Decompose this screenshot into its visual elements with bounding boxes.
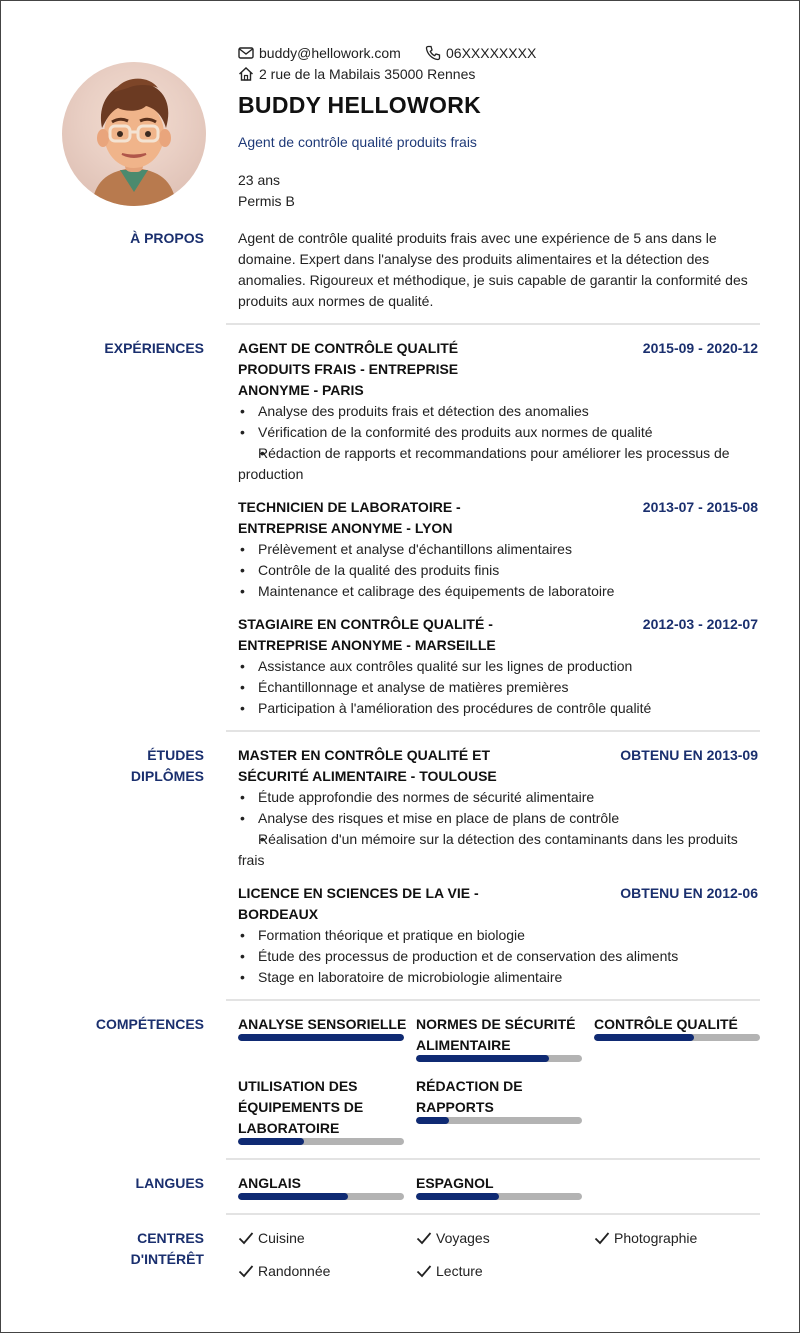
skill-name: RÉDACTION DE RAPPORTS xyxy=(416,1078,523,1115)
list-item: • Vérification de la conformité des produits aux normes de qualité xyxy=(238,422,760,443)
list-item: • Formation théorique et pratique en biologie xyxy=(238,925,760,946)
interest-label: Photographie xyxy=(614,1230,698,1246)
education-bullets xyxy=(238,787,760,871)
list-item: • Étude des processus de production et de conservation des aliments xyxy=(238,946,760,967)
skill-level-bar xyxy=(238,1138,404,1145)
list-item: • Prélèvement et analyse d'échantillons alimentaires xyxy=(238,539,760,560)
list-item: • Participation à l'amélioration des procédures de contrôle qualité xyxy=(238,698,760,719)
experience-label: EXPÉRIENCES xyxy=(104,340,204,356)
skill-level-fill xyxy=(594,1034,694,1041)
checkmark-icon xyxy=(238,1264,254,1278)
age: 23 ans xyxy=(238,172,281,188)
interest-label: Lecture xyxy=(436,1263,483,1279)
education-title: LICENCE EN SCIENCES DE LA VIE - BORDEAUX xyxy=(238,885,479,922)
address-text: 2 rue de la Mabilais 35000 Rennes xyxy=(259,66,476,82)
list-item: • Stage en laboratoire de microbiologie alimentaire xyxy=(238,967,760,988)
checkmark-icon xyxy=(594,1231,610,1245)
list-item: • Étude approfondie des normes de sécurité alimentaire xyxy=(238,787,760,808)
skill-level-fill xyxy=(416,1055,549,1062)
list-item: • Maintenance et calibrage des équipements de laboratoire xyxy=(238,581,760,602)
section-divider xyxy=(226,323,760,325)
list-item: • Assistance aux contrôles qualité sur les lignes de production xyxy=(238,656,760,677)
experience-dates: 2013-07 - 2015-08 xyxy=(642,499,758,515)
section-divider xyxy=(226,1158,760,1160)
education-dates: OBTENU EN 2012-06 xyxy=(620,885,758,901)
languages-label: LANGUES xyxy=(135,1175,204,1191)
address-contact xyxy=(238,66,475,82)
language-level-fill xyxy=(416,1193,499,1200)
driving-license: Permis B xyxy=(238,193,295,209)
checkmark-icon xyxy=(238,1231,254,1245)
skill-level-bar xyxy=(238,1034,404,1041)
about-label: À PROPOS xyxy=(130,230,204,246)
list-item: • Réalisation d'un mémoire sur la détection des contaminants dans les produits frais xyxy=(238,829,760,871)
phone-icon xyxy=(425,45,441,61)
checkmark-icon xyxy=(416,1231,432,1245)
section-divider xyxy=(226,730,760,732)
interest-item xyxy=(416,1230,490,1246)
language-level-fill xyxy=(238,1193,348,1200)
envelope-icon xyxy=(238,45,254,61)
skill-name: ANALYSE SENSORIELLE xyxy=(238,1016,407,1032)
email-text: buddy@hellowork.com xyxy=(259,45,401,61)
list-item: • Échantillonnage et analyse de matières premières xyxy=(238,677,760,698)
section-divider xyxy=(226,1213,760,1215)
list-item: • Contrôle de la qualité des produits finis xyxy=(238,560,760,581)
phone-text: 06XXXXXXXX xyxy=(446,45,537,61)
skill-name: UTILISATION DES ÉQUIPEMENTS DE LABORATOIRE xyxy=(238,1078,364,1136)
avatar xyxy=(62,62,206,206)
skill-level-bar xyxy=(416,1117,582,1124)
interest-label: Cuisine xyxy=(258,1230,305,1246)
skill-name: NORMES DE SÉCURITÉ ALIMENTAIRE xyxy=(416,1016,576,1053)
skill-level-bar xyxy=(594,1034,760,1041)
experience-title: AGENT DE CONTRÔLE QUALITÉ PRODUITS FRAIS - ENTREPRISE ANONYME - PARIS xyxy=(238,340,459,398)
list-item: • Analyse des produits frais et détection des anomalies xyxy=(238,401,760,422)
experience-bullets xyxy=(238,401,760,485)
interest-item xyxy=(238,1230,305,1246)
interest-label: Randonnée xyxy=(258,1263,331,1279)
skill-level-fill xyxy=(238,1138,304,1145)
experience-title: STAGIAIRE EN CONTRÔLE QUALITÉ - ENTREPRISE ANONYME - MARSEILLE xyxy=(238,616,496,653)
checkmark-icon xyxy=(416,1264,432,1278)
interests-label: CENTRES D'INTÉRÊT xyxy=(130,1230,204,1267)
email-contact xyxy=(238,45,401,61)
experience-dates: 2015-09 - 2020-12 xyxy=(642,340,758,356)
language-name: ANGLAIS xyxy=(238,1175,301,1191)
job-title: Agent de contrôle qualité produits frais xyxy=(238,134,477,150)
about-text: Agent de contrôle qualité produits frais avec une expérience de 5 ans dans le domaine. Expert dans l'analyse des produits alimentaires et la détection des anomalies. Rigoureux et méthodique, je suis capable de garantir la conformité des produits aux normes de qualité. xyxy=(238,230,748,309)
interest-label: Voyages xyxy=(436,1230,490,1246)
experience-title: TECHNICIEN DE LABORATOIRE - ENTREPRISE ANONYME - LYON xyxy=(238,499,461,536)
language-name: ESPAGNOL xyxy=(416,1175,494,1191)
experience-bullets xyxy=(238,656,760,719)
list-item: • Rédaction de rapports et recommandations pour améliorer les processus de production xyxy=(238,443,760,485)
language-level-bar xyxy=(238,1193,404,1200)
experience-bullets xyxy=(238,539,760,602)
list-item: • Analyse des risques et mise en place de plans de contrôle xyxy=(238,808,760,829)
skills-label: COMPÉTENCES xyxy=(95,1016,204,1032)
phone-contact xyxy=(425,45,536,61)
interest-item xyxy=(416,1263,483,1279)
skill-level-fill xyxy=(238,1034,404,1041)
interest-item xyxy=(238,1263,330,1279)
avatar-illustration xyxy=(62,62,206,206)
section-divider xyxy=(226,999,760,1001)
interest-item xyxy=(594,1230,697,1246)
skill-name: CONTRÔLE QUALITÉ xyxy=(594,1016,738,1032)
skill-level-bar xyxy=(416,1055,582,1062)
experience-dates: 2012-03 - 2012-07 xyxy=(642,616,758,632)
education-dates: OBTENU EN 2013-09 xyxy=(620,747,758,763)
language-level-bar xyxy=(416,1193,582,1200)
education-bullets xyxy=(238,925,760,988)
education-title: MASTER EN CONTRÔLE QUALITÉ ET SÉCURITÉ ALIMENTAIRE - TOULOUSE xyxy=(238,747,497,784)
education-label: ÉTUDES DIPLÔMES xyxy=(130,747,204,784)
skill-level-fill xyxy=(416,1117,449,1124)
house-icon xyxy=(238,66,254,82)
candidate-name: BUDDY HELLOWORK xyxy=(238,92,482,118)
